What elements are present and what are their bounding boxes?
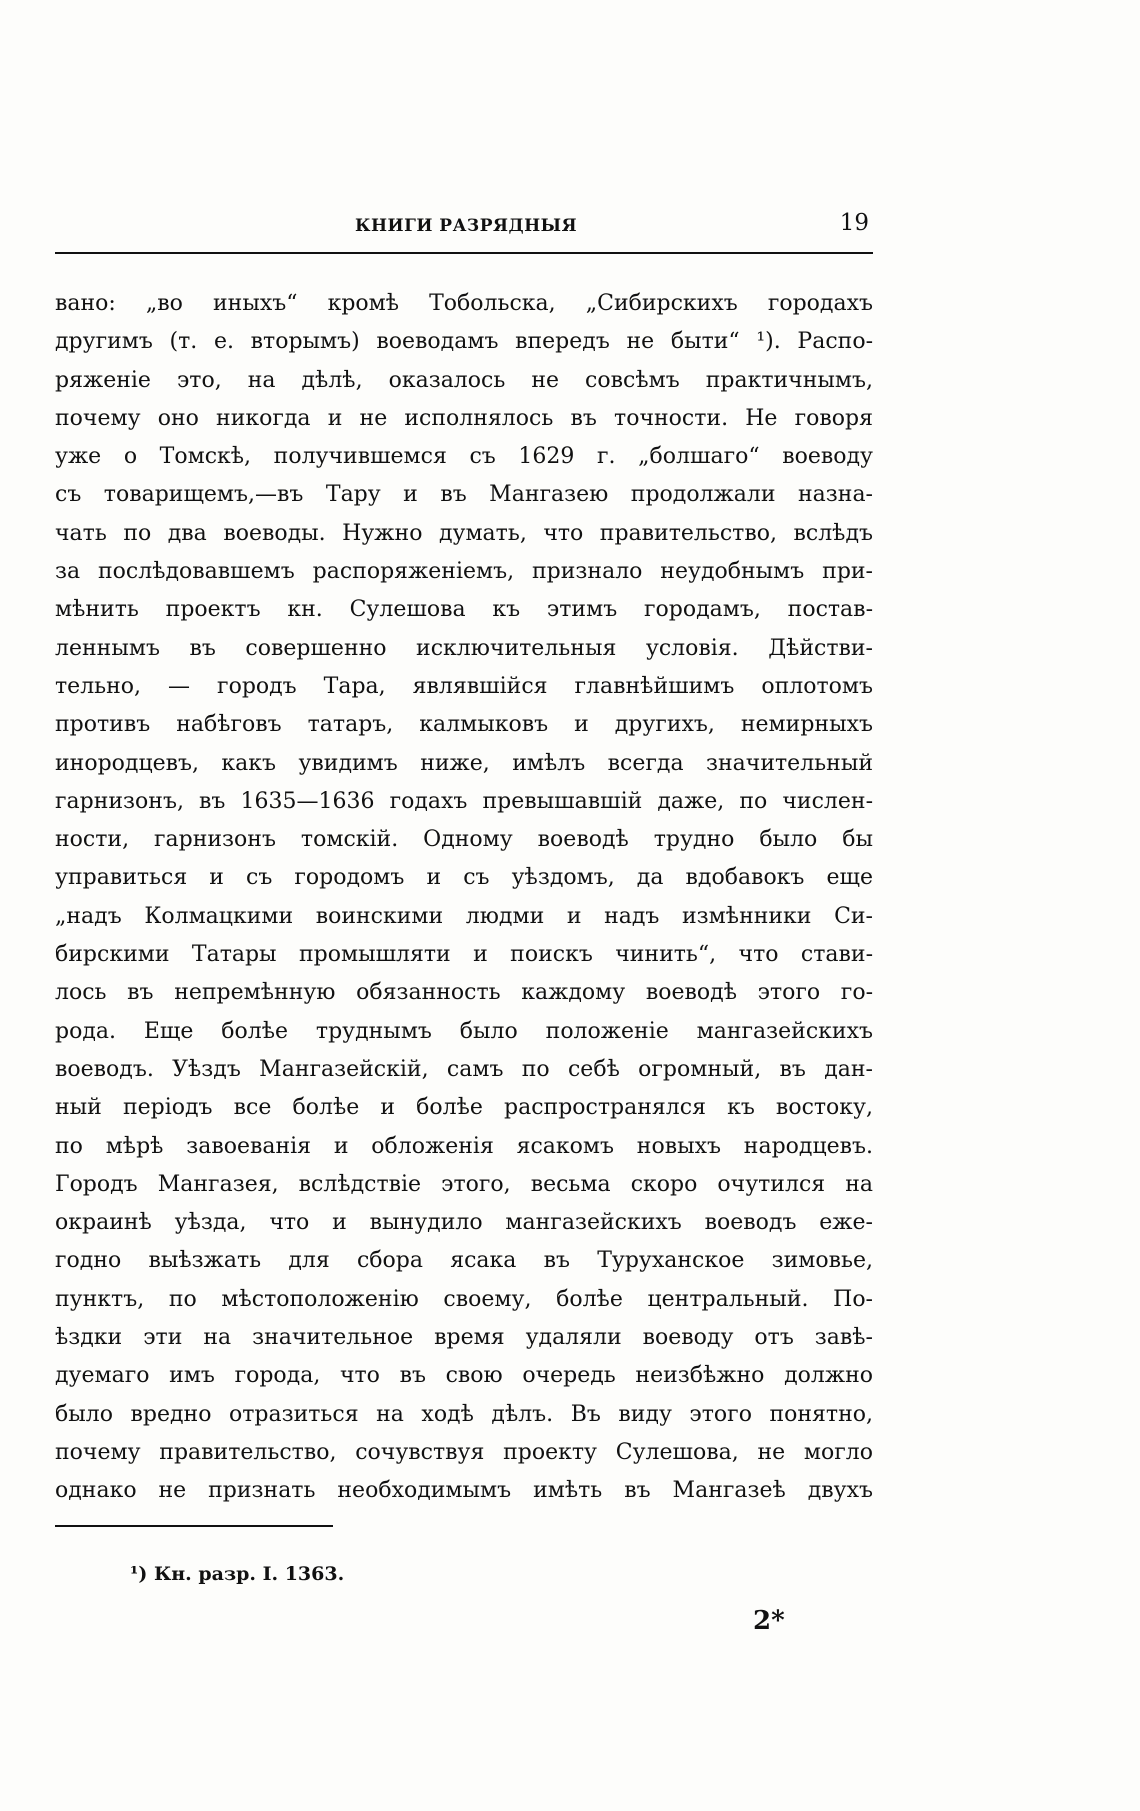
text-line: Городъ Мангазея, вслѣдствіе этого, весьма скоро очутился на bbox=[55, 1171, 873, 1197]
text-line: ряженіе это, на дѣлѣ, оказалось не совсѣмъ практичнымъ, bbox=[55, 367, 873, 393]
text-line: рода. Еще болѣе труднымъ было положеніе мангазейскихъ bbox=[55, 1018, 873, 1044]
text-line: по мѣрѣ завоеванія и обложенія ясакомъ новыхъ народцевъ. bbox=[55, 1133, 873, 1159]
text-line: однако не признать необходимымъ имѣть въ Мангазеѣ двухъ bbox=[55, 1478, 873, 1504]
text-line: годно выѣзжать для сбора ясака въ Туруханское зимовье, bbox=[55, 1248, 873, 1274]
text-line: дуемаго имъ города, что въ свою очередь неизбѣжно должно bbox=[55, 1363, 873, 1389]
text-line: гарнизонъ, въ 1635—1636 годахъ превышавшій даже, по числен- bbox=[55, 788, 873, 814]
footnote-text: Кн. разр. I. 1363. bbox=[153, 1563, 345, 1585]
text-line: „надъ Колмацкими воинскими людми и надъ измѣнники Си- bbox=[55, 903, 873, 929]
text-line: ности, гарнизонъ томскій. Одному воеводѣ трудно было бы bbox=[55, 827, 873, 853]
footnote-marker: ¹) bbox=[130, 1563, 148, 1585]
text-line: было вредно отразиться на ходѣ дѣлъ. Въ виду этого понятно, bbox=[55, 1401, 873, 1427]
footnote bbox=[130, 1563, 344, 1585]
text-line: ный періодъ все болѣе и болѣе распространялся къ востоку, bbox=[55, 1095, 873, 1121]
text-line: уже о Томскѣ, получившемся съ 1629 г. „болшаго“ воеводу bbox=[55, 444, 873, 470]
text-line: инородцевъ, какъ увидимъ ниже, имѣлъ всегда значительный bbox=[55, 750, 873, 776]
header-rule bbox=[55, 252, 873, 254]
text-line: мѣнить проектъ кн. Сулешова къ этимъ городамъ, постав- bbox=[55, 597, 873, 623]
text-line: бирскими Татары промышляти и поискъ чинить“, что стави- bbox=[55, 942, 873, 968]
text-line: леннымъ въ совершенно исключительныя условія. Дѣйстви- bbox=[55, 635, 873, 661]
footnote-rule bbox=[55, 1525, 333, 1527]
text-line: почему оно никогда и не исполнялось въ точности. Не говоря bbox=[55, 405, 873, 431]
running-header bbox=[55, 212, 873, 246]
text-line: управиться и съ городомъ и съ уѣздомъ, да вдобавокъ еще bbox=[55, 865, 873, 891]
text-line: чать по два воеводы. Нужно думать, что правительство, вслѣдъ bbox=[55, 520, 873, 546]
text-line: противъ набѣговъ татаръ, калмыковъ и другихъ, немирныхъ bbox=[55, 712, 873, 738]
text-line: пунктъ, по мѣстоположенію своему, болѣе центральный. По- bbox=[55, 1286, 873, 1312]
signature-mark: 2* bbox=[753, 1606, 785, 1636]
text-line: лось въ непремѣнную обязанность каждому воеводѣ этого го- bbox=[55, 980, 873, 1006]
page-number: 19 bbox=[839, 210, 869, 236]
text-line: другимъ (т. е. вторымъ) воеводамъ впередъ не быти“ ¹). Распо- bbox=[55, 329, 873, 355]
text-line: тельно, — городъ Тара, являвшійся главнѣйшимъ оплотомъ bbox=[55, 673, 873, 699]
text-line: за послѣдовавшемъ распоряженіемъ, признало неудобнымъ при- bbox=[55, 559, 873, 585]
text-line: воеводъ. Уѣздъ Мангазейскій, самъ по себѣ огромный, въ дан- bbox=[55, 1056, 873, 1082]
body-text bbox=[55, 285, 873, 1511]
text-line: почему правительство, сочувствуя проекту Сулешова, не могло bbox=[55, 1439, 873, 1465]
text-line: окраинѣ уѣзда, что и вынудило мангазейскихъ воеводъ еже- bbox=[55, 1210, 873, 1236]
text-line: вано: „во иныхъ“ кромѣ Тобольска, „Сибирскихъ городахъ bbox=[55, 291, 873, 316]
running-title: КНИГИ РАЗРЯДНЫЯ bbox=[355, 216, 578, 236]
text-line: ѣздки эти на значительное время удаляли воеводу отъ завѣ- bbox=[55, 1325, 873, 1351]
text-line: съ товарищемъ,—въ Тару и въ Мангазею продолжали назна- bbox=[55, 482, 873, 508]
